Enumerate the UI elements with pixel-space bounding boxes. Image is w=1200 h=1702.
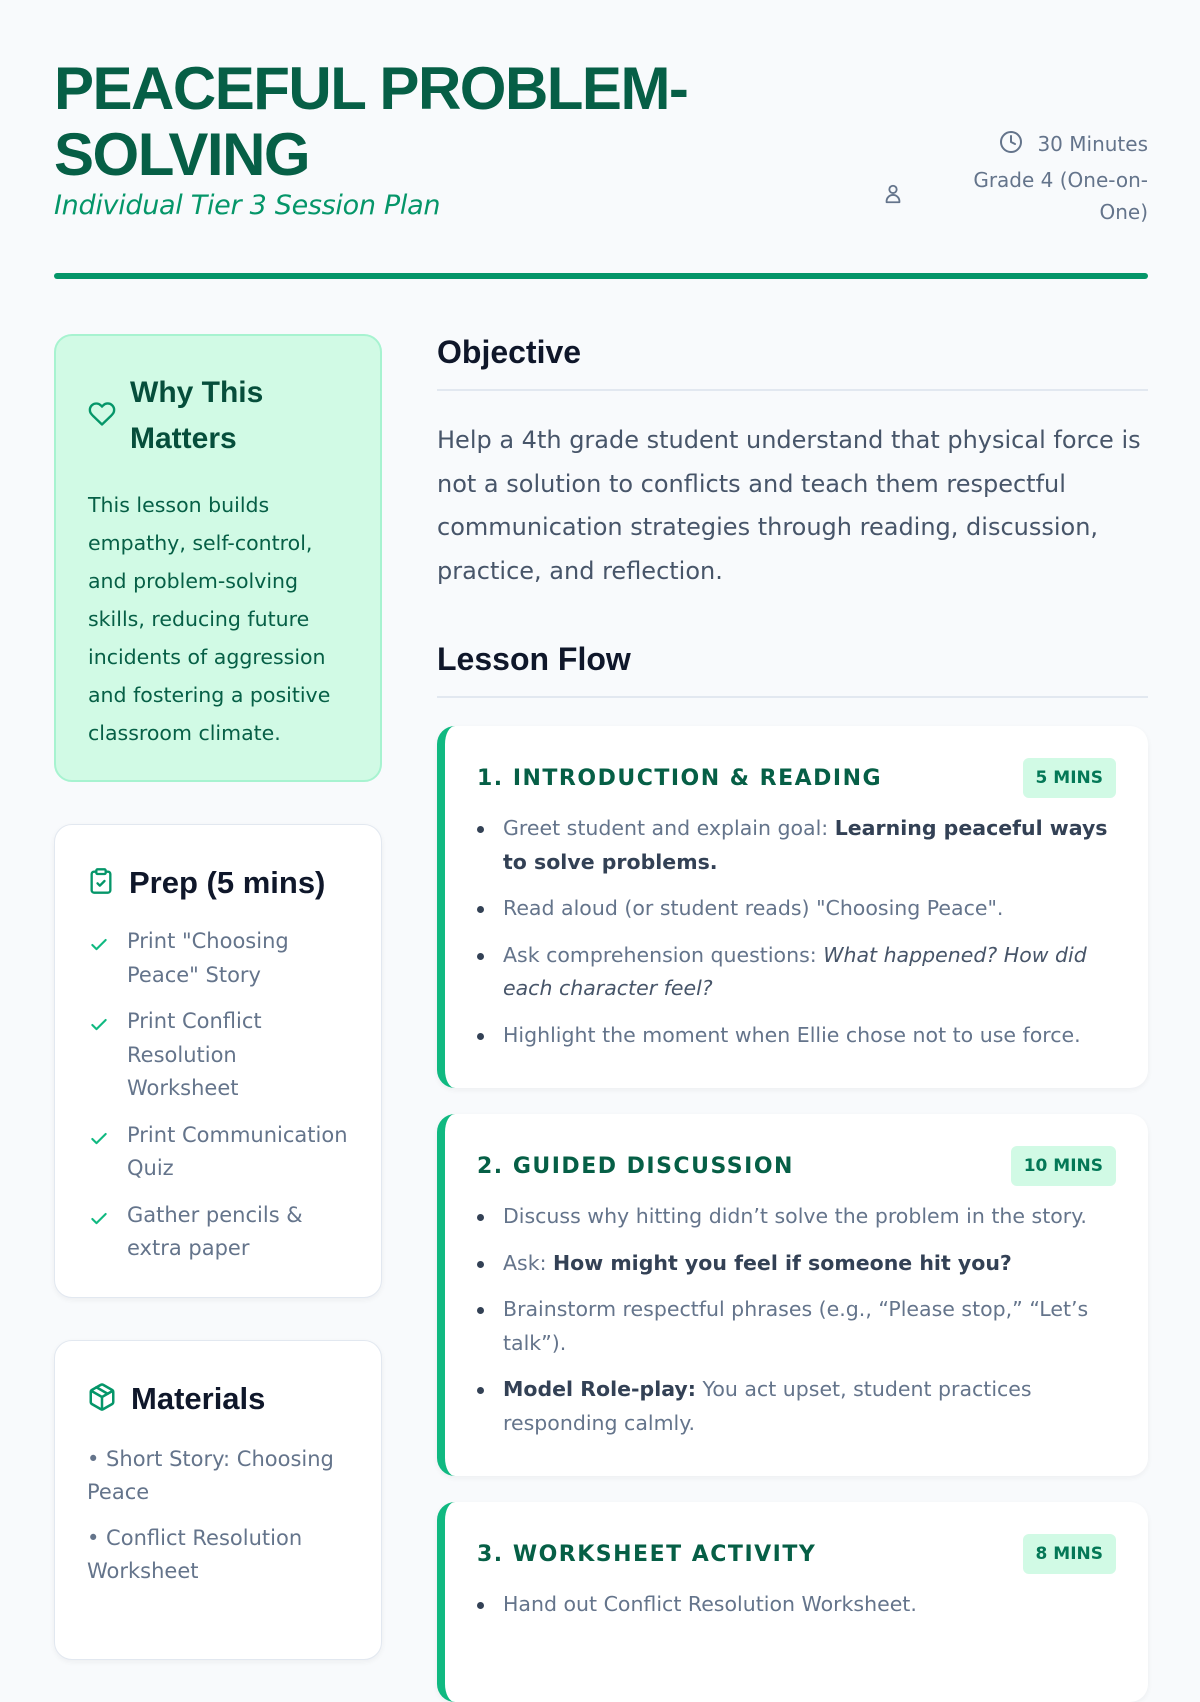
lesson-step-card	[437, 1114, 1148, 1476]
list-item	[477, 1588, 1116, 1622]
step-title: 1. INTRODUCTION & READING	[477, 765, 883, 791]
page-title: PEACEFUL PROBLEM-SOLVING	[54, 55, 688, 188]
header	[54, 56, 1148, 236]
clipboard-check-icon	[87, 866, 129, 900]
step-header	[477, 758, 1116, 798]
prep-item-text: Print "Choosing Peace" Story	[127, 929, 289, 987]
step-bullets	[477, 1588, 1116, 1622]
bullet-text: Greet student and explain goal:	[503, 816, 835, 840]
step-bullets	[477, 1200, 1116, 1440]
why-text: This lesson builds empathy, self-control, and problem-solving skills, reducing future incidents of aggression and fostering a positive classroom climate.	[88, 493, 331, 745]
lesson-flow-heading: Lesson Flow	[437, 641, 1148, 698]
list-item	[477, 1293, 1116, 1360]
prep-list	[87, 925, 349, 1266]
main-content	[437, 334, 1148, 1702]
bullet-text: Ask:	[503, 1250, 553, 1275]
bullet-bold-text: How might you feel if someone hit you?	[553, 1250, 1012, 1275]
lesson-step-card	[437, 726, 1148, 1088]
step-title: 2. GUIDED DISCUSSION	[477, 1153, 794, 1179]
prep-item-text: Print Communication Quiz	[127, 1122, 348, 1180]
step-bullets	[477, 812, 1116, 1052]
duration-badge: 10 MINS	[1011, 1146, 1116, 1186]
list-item: • Conflict Resolution Worksheet	[87, 1526, 303, 1583]
bullet-bold-text: Model Role-play:	[503, 1377, 696, 1401]
prep-header	[87, 865, 349, 901]
list-item	[477, 1373, 1116, 1440]
user-icon	[882, 183, 948, 210]
check-icon	[87, 1015, 111, 1035]
step-title: 3. WORKSHEET ACTIVITY	[477, 1541, 817, 1567]
bullet-text: Highlight the moment when Ellie chose not to use force.	[503, 1022, 1081, 1047]
lesson-step-card	[437, 1502, 1148, 1702]
list-item	[87, 925, 349, 992]
bullet-text: Discuss why hitting didn’t solve the problem in the story.	[503, 1204, 1087, 1228]
sidebar	[54, 334, 382, 1660]
objective-heading: Objective	[437, 334, 1148, 391]
duration-row	[882, 128, 1148, 160]
why-title: Why This Matters	[130, 376, 264, 455]
objective-text: Help a 4th grade student understand that physical force is not a solution to conflicts and teach them respectful communication strategies through reading, discussion, practice, and reflection.	[437, 426, 1141, 585]
why-card	[54, 334, 382, 782]
session-meta	[882, 128, 1148, 228]
duration-badge: 5 MINS	[1023, 758, 1116, 798]
bullet-text: Brainstorm respectful phrases (e.g., “Please stop,” “Let’s talk”).	[503, 1297, 1089, 1355]
clock-icon	[999, 130, 1037, 159]
header-divider	[54, 273, 1148, 279]
materials-header	[87, 1381, 349, 1417]
bullet-text: Ask comprehension questions:	[503, 942, 824, 967]
list-item	[477, 1019, 1116, 1053]
bullet-text: Hand out Conflict Resolution Worksheet.	[503, 1592, 917, 1616]
list-item	[477, 1200, 1116, 1234]
package-icon	[87, 1382, 131, 1416]
lesson-plan-page	[54, 0, 1148, 1616]
step-header	[477, 1534, 1116, 1574]
bullet-text: You act upset, student practices responding calmly.	[503, 1377, 1032, 1435]
materials-title: Materials	[131, 1381, 266, 1416]
materials-card	[54, 1340, 382, 1660]
check-icon	[87, 1209, 111, 1229]
list-item: • Short Story: Choosing Peace	[87, 1447, 334, 1504]
check-icon	[87, 1129, 111, 1149]
page-subtitle: Individual Tier 3 Session Plan	[54, 190, 441, 221]
list-item	[87, 1199, 349, 1266]
list-item	[477, 939, 1116, 1006]
check-icon	[87, 935, 111, 955]
list-item	[87, 1005, 349, 1106]
prep-title: Prep (5 mins)	[129, 865, 326, 900]
duration-text: 30 Minutes	[1037, 132, 1148, 156]
list-item	[87, 1119, 349, 1186]
bullet-italic-text: What happened? How did each character feel?	[503, 942, 1087, 1000]
prep-card	[54, 824, 382, 1298]
list-item	[477, 1247, 1116, 1281]
prep-item-text: Gather pencils & extra paper	[127, 1202, 303, 1260]
grade-text: Grade 4 (One-on-One)	[973, 168, 1148, 224]
step-header	[477, 1146, 1116, 1186]
bullet-bold-text: Learning peaceful ways to solve problems.	[503, 816, 1108, 874]
heart-icon	[88, 400, 130, 432]
bullet-text: Read aloud (or student reads) "Choosing Peace".	[503, 896, 1004, 920]
materials-list	[87, 1443, 349, 1588]
list-item	[477, 812, 1116, 879]
prep-item-text: Print Conflict Resolution Worksheet	[127, 1009, 262, 1100]
list-item	[477, 892, 1116, 926]
duration-badge: 8 MINS	[1023, 1534, 1116, 1574]
grade-row	[882, 164, 1148, 228]
why-header	[88, 370, 348, 462]
